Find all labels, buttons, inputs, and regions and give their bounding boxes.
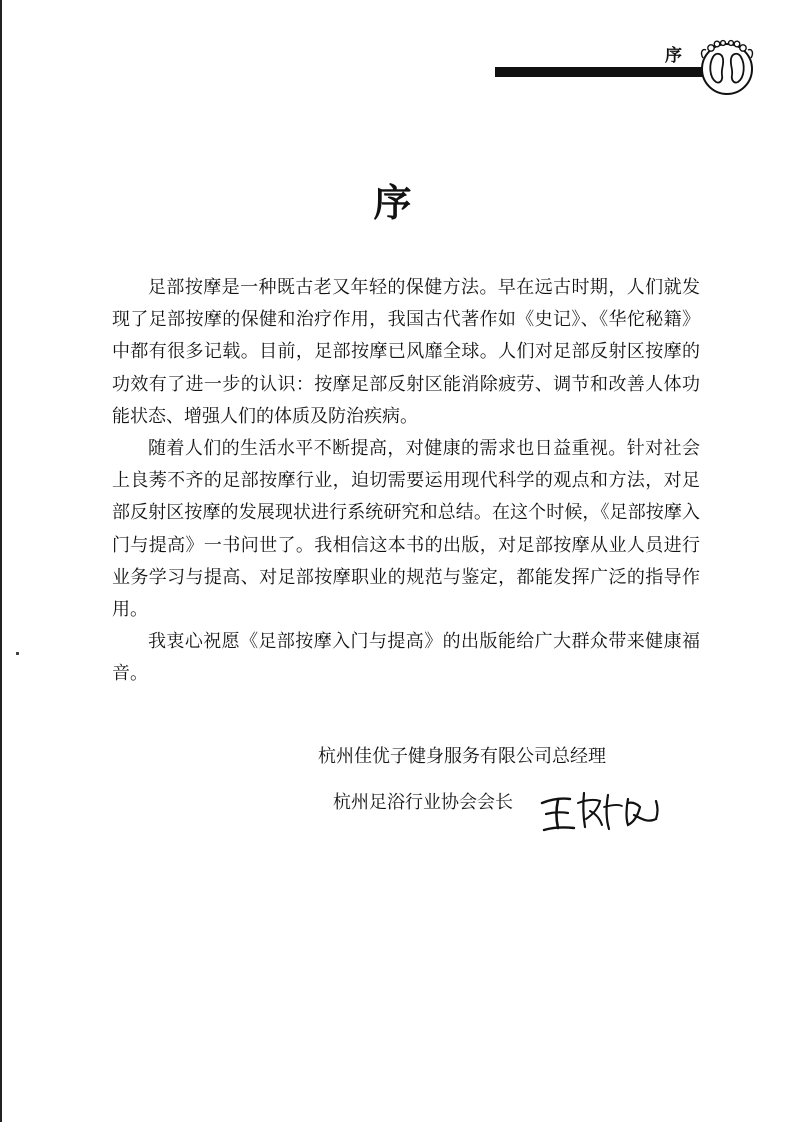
header-label: 序	[665, 46, 682, 66]
running-header	[495, 28, 785, 98]
header-bar	[495, 67, 720, 77]
page-title: 序	[373, 180, 412, 225]
paragraph: 足部按摩是一种既古老又年轻的保健方法。早在远古时期，人们就发现了足部按摩的保健和治疗作用，我国古代著作如《史记》、《华佗秘籍》中都有很多记载。目前，足部按摩已风靡全球。人们对足部反射区按摩的功效有了进一步的认识：按摩足部反射区能消除疲劳、调节和改善人体功能状态、增强人们的体质及防治疾病。	[112, 277, 700, 427]
preface-body	[112, 272, 700, 691]
page-edge-rule	[0, 0, 2, 1122]
signature-company-title: 杭州佳优子健身服务有限公司总经理	[318, 746, 606, 767]
handwritten-signature-icon	[534, 781, 664, 837]
paragraph: 随着人们的生活水平不断提高，对健康的需求也日益重视。针对社会上良莠不齐的足部按摩行业，迫切需要运用现代科学的观点和方法，对足部反射区按摩的发展现状进行系统研究和总结。在这个时候，《足部按摩入门与提高》一书问世了。我相信这本书的出版，对足部按摩从业人员进行业务学习与提高、对足部按摩职业的规范与鉴定，都能发挥广泛的指导作用。	[112, 438, 700, 621]
feet-emblem-icon	[697, 36, 757, 96]
signature-association-title: 杭州足浴行业协会会长	[333, 792, 513, 813]
scan-speck	[16, 652, 19, 655]
paragraph: 我衷心祝愿《足部按摩入门与提高》的出版能给广大群众带来健康福音。	[112, 631, 700, 685]
